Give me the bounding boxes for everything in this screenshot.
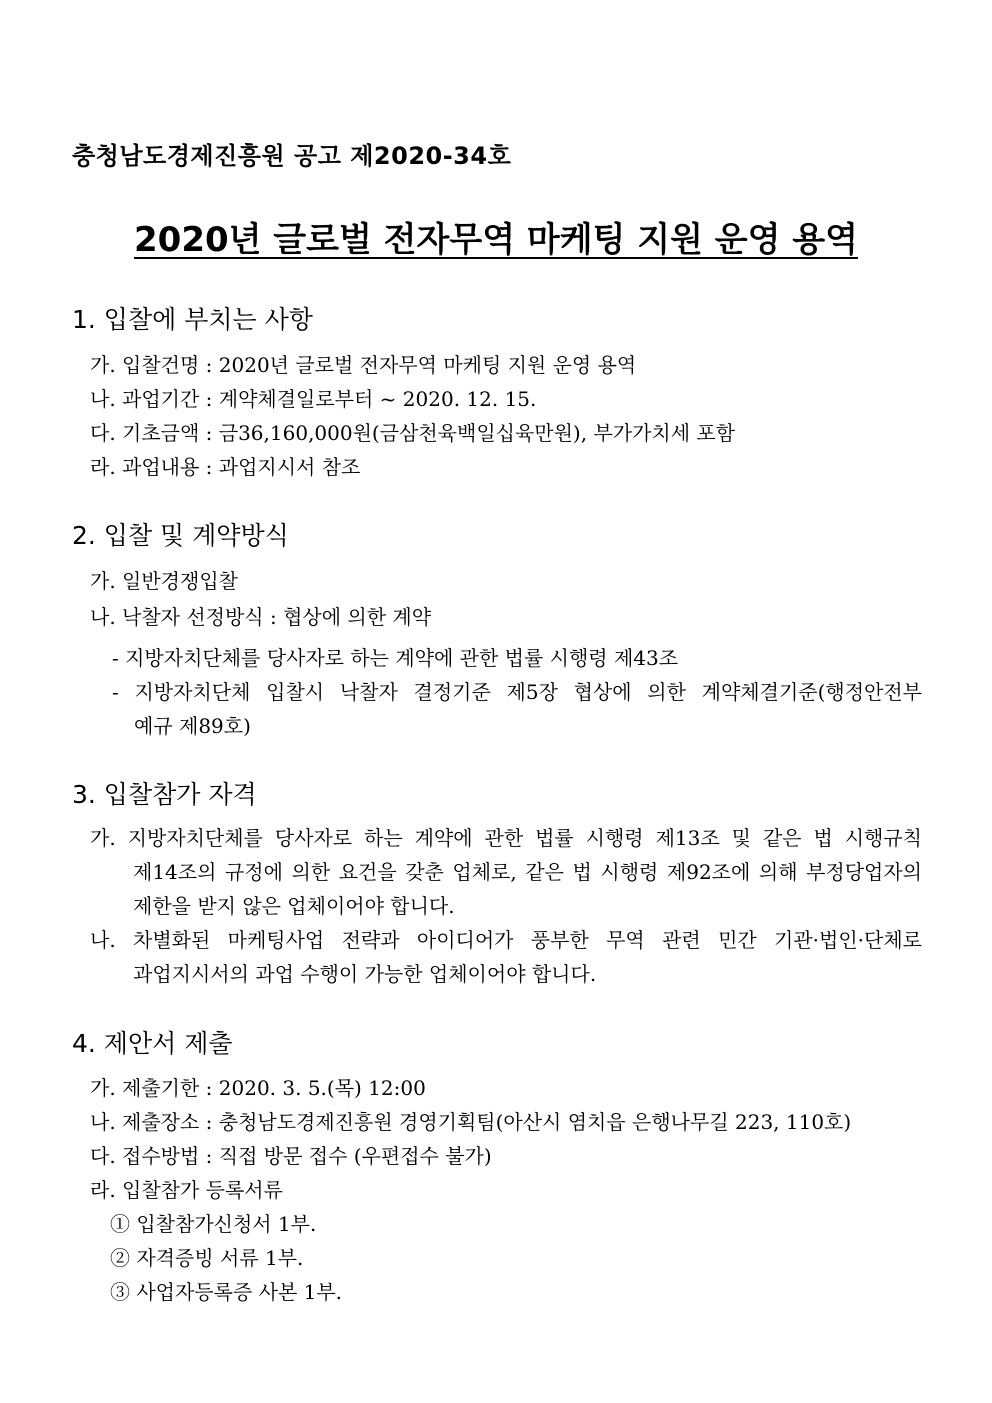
- section-2-item-b: 나. 낙찰자 선정방식 : 협상에 의한 계약: [90, 605, 432, 629]
- section-3-item-b-line-1: 나. 차별화된 마케팅사업 전략과 아이디어가 풍부한 무역 관련 민간 기관·법인·단체로: [90, 928, 922, 952]
- document-title-text: 2020년 글로벌 전자무역 마케팅 지원 운영 용역: [134, 220, 858, 260]
- section-2-item-a: 가. 일반경쟁입찰: [90, 569, 238, 593]
- section-4-item-b: 나. 제출장소 : 충청남도경제진흥원 경영기획팀(아산시 염치읍 은행나무길 223, 110호): [90, 1110, 852, 1134]
- section-4-heading: 4. 제안서 제출: [72, 1029, 233, 1058]
- section-4-item-a: 가. 제출기한 : 2020. 3. 5.(목) 12:00: [90, 1076, 426, 1100]
- section-1-item-d: 라. 과업내용 : 과업지시서 참조: [90, 455, 361, 479]
- section-1-item-b: 나. 과업기간 : 계약체결일로부터 ~ 2020. 12. 15.: [90, 387, 537, 411]
- document-item-3: ③ 사업자등록증 사본 1부.: [110, 1280, 343, 1304]
- section-2-heading: 2. 입찰 및 계약방식: [72, 521, 289, 550]
- document-item-2: ② 자격증빙 서류 1부.: [110, 1246, 304, 1270]
- document-title: [0, 212, 992, 261]
- notice-number: 충청남도경제진흥원 공고 제2020-34호: [72, 142, 512, 170]
- section-3-heading: 3. 입찰참가 자격: [72, 780, 257, 809]
- section-2-subitem-2: - 지방자치단체 입찰시 낙찰자 결정기준 제5장 협상에 의한 계약체결기준(행정안전부: [112, 680, 922, 704]
- document-item-1: ① 입찰참가신청서 1부.: [110, 1212, 317, 1236]
- section-1-heading: 1. 입찰에 부치는 사항: [72, 305, 313, 334]
- section-2-subitem-1: - 지방자치단체를 당사자로 하는 계약에 관한 법률 시행령 제43조: [112, 646, 679, 670]
- section-3-item-a-line-1: 가. 지방자치단체를 당사자로 하는 계약에 관한 법률 시행령 제13조 및 같은 법 시행규칙: [90, 826, 922, 850]
- section-4-item-d: 라. 입찰참가 등록서류: [90, 1178, 283, 1202]
- section-3-item-a-line-3: 제한을 받지 않은 업체이어야 합니다.: [133, 894, 455, 918]
- section-3-item-a-line-2: 제14조의 규정에 의한 요건을 갖춘 업체로, 같은 법 시행령 제92조에 의해 부정당업자의: [133, 860, 922, 884]
- section-3-item-b-line-2: 과업지시서의 과업 수행이 가능한 업체이어야 합니다.: [133, 962, 597, 986]
- section-1-item-a: 가. 입찰건명 : 2020년 글로벌 전자무역 마케팅 지원 운영 용역: [90, 353, 637, 377]
- section-4-item-c: 다. 접수방법 : 직접 방문 접수 (우편접수 불가): [90, 1144, 492, 1168]
- section-1-item-c: 다. 기초금액 : 금36,160,000원(금삼천육백일십육만원), 부가가치세 포함: [90, 421, 736, 445]
- section-2-subitem-2-cont: 예규 제89호): [134, 714, 251, 738]
